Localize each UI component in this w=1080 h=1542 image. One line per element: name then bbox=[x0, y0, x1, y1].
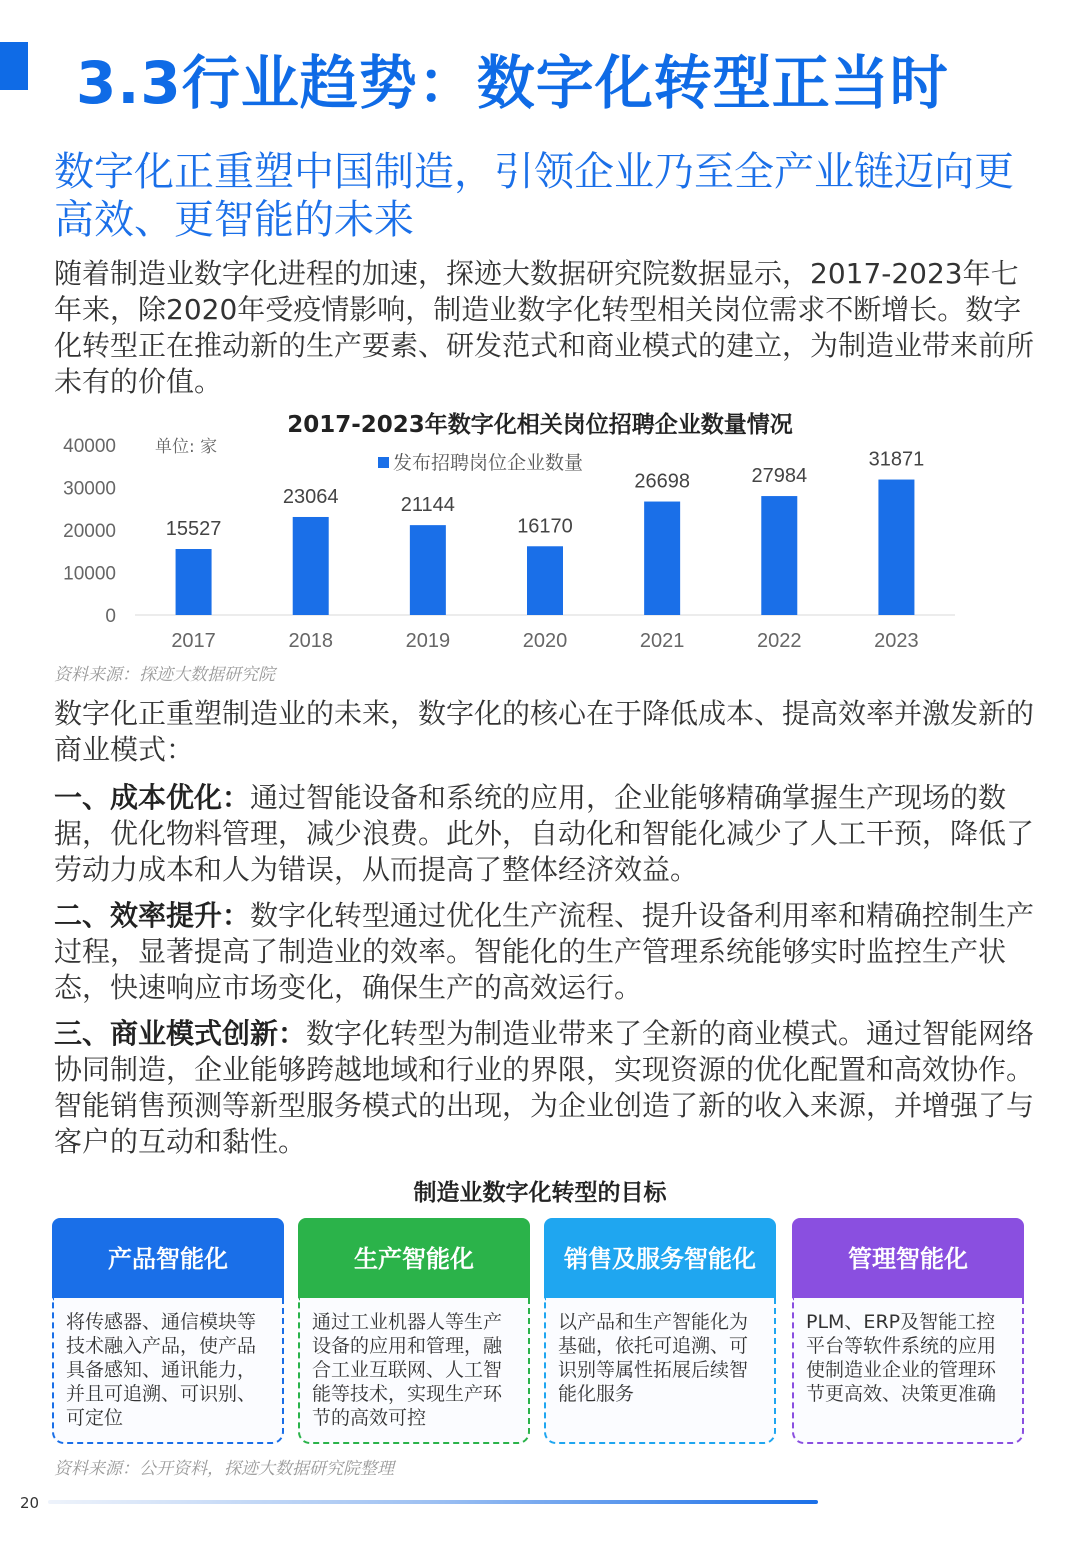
x-tick-label: 2018 bbox=[288, 630, 333, 652]
card-text: 将传感器、通信模块等技术融入产品，使产品具备感知、通讯能力，并且可追溯、可识别、可定位 bbox=[52, 1298, 284, 1444]
data-label: 31871 bbox=[868, 448, 925, 471]
data-label: 23064 bbox=[282, 485, 339, 508]
bar bbox=[293, 517, 329, 615]
y-tick-label: 0 bbox=[105, 606, 116, 627]
bar bbox=[644, 502, 680, 615]
chart-svg bbox=[40, 400, 1050, 685]
bar bbox=[527, 546, 563, 615]
legend-swatch bbox=[378, 457, 389, 468]
bar bbox=[761, 496, 797, 615]
card-title: 销售及服务智能化 bbox=[544, 1218, 776, 1300]
card-title: 生产智能化 bbox=[298, 1218, 530, 1300]
goal-card-production bbox=[298, 1218, 530, 1444]
x-tick-label: 2019 bbox=[405, 630, 451, 652]
body-lead: 数字化正重塑制造业的未来，数字化的核心在于降低成本、提高效率并激发新的商业模式： bbox=[54, 697, 1035, 766]
x-tick-label: 2023 bbox=[874, 630, 919, 652]
item-text: 数字化转型为制造业带来了全新的商业模式。通过智能网络协同制造，企业能够跨越地域和行业的界限，实现资源的优化配置和高效协作。智能销售预测等新型服务模式的出现，为企业创造了新的收入来源，并增强了与客户的互动和黏性。 bbox=[54, 1017, 1035, 1158]
data-label: 16170 bbox=[517, 515, 573, 538]
item-heading: 三、商业模式创新： bbox=[54, 1017, 307, 1050]
goal-card-sales-service bbox=[544, 1218, 776, 1444]
data-label: 27984 bbox=[751, 465, 808, 488]
card-title: 管理智能化 bbox=[792, 1218, 1024, 1300]
item-business-model bbox=[54, 1016, 1044, 1160]
footer-divider bbox=[48, 1500, 818, 1504]
x-tick-label: 2020 bbox=[522, 630, 568, 652]
goals-title: 制造业数字化转型的目标 bbox=[413, 1180, 667, 1206]
card-title: 产品智能化 bbox=[52, 1218, 284, 1300]
page-title: 3.3行业趋势：数字化转型正当时 bbox=[76, 49, 949, 117]
data-label: 21144 bbox=[400, 494, 455, 517]
chart-source: 资料来源：探迹大数据研究院 bbox=[54, 665, 275, 685]
bar bbox=[176, 549, 212, 615]
recruitment-chart bbox=[40, 400, 1050, 685]
goals-source: 资料来源：公开资料，探迹大数据研究院整理 bbox=[54, 1459, 394, 1479]
y-tick-label: 40000 bbox=[63, 436, 116, 457]
y-tick-label: 10000 bbox=[63, 563, 116, 585]
legend-label: 发布招聘岗位企业数量 bbox=[393, 452, 584, 474]
x-tick-label: 2017 bbox=[171, 630, 216, 652]
item-cost bbox=[54, 780, 1044, 888]
page-number: 20 bbox=[20, 1494, 40, 1512]
section-subtitle: 数字化正重塑中国制造，引领企业乃至全产业链迈向更高效、更智能的未来 bbox=[54, 149, 1014, 243]
item-efficiency bbox=[54, 898, 1044, 1006]
data-label: 15527 bbox=[165, 518, 222, 541]
data-label: 26698 bbox=[634, 470, 690, 493]
unit-label: 单位: 家 bbox=[155, 437, 218, 457]
item-heading: 一、成本优化： bbox=[54, 781, 251, 814]
item-text: 数字化转型通过优化生产流程、提升设备利用率和精确控制生产过程，显著提高了制造业的效率。智能化的生产管理系统能够实时监控生产状态，快速响应市场变化，确保生产的高效运行。 bbox=[54, 899, 1035, 1004]
card-text: 以产品和生产智能化为基础，依托可追溯、可识别等属性拓展后续智能化服务 bbox=[544, 1298, 776, 1444]
chart-title: 2017-2023年数字化相关岗位招聘企业数量情况 bbox=[287, 412, 793, 438]
bar bbox=[878, 480, 914, 615]
intro-paragraph: 随着制造业数字化进程的加速，探迹大数据研究院数据显示，2017-2023年七年来，除2020年受疫情影响，制造业数字化转型相关岗位需求不断增长。数字化转型正在推动新的生产要素、研发范式和商业模式的建立，为制造业带来前所未有的价值。 bbox=[54, 257, 1035, 398]
card-text: 通过工业机器人等生产设备的应用和管理，融合工业互联网、人工智能等技术，实现生产环节的高效可控 bbox=[298, 1298, 530, 1444]
goal-card-management bbox=[792, 1218, 1024, 1444]
bar bbox=[410, 525, 446, 615]
item-heading: 二、效率提升： bbox=[54, 899, 251, 932]
y-tick-label: 20000 bbox=[63, 521, 116, 542]
item-text: 通过智能设备和系统的应用，企业能够精确掌握生产现场的数据，优化物料管理，减少浪费。此外，自动化和智能化减少了人工干预，降低了劳动力成本和人为错误，从而提高了整体经济效益。 bbox=[54, 781, 1035, 886]
x-tick-label: 2022 bbox=[757, 630, 802, 652]
x-tick-label: 2021 bbox=[639, 630, 685, 652]
card-text: PLM、ERP及智能工控平台等软件系统的应用使制造业企业的管理环节更高效、决策更准确 bbox=[792, 1298, 1024, 1444]
title-accent-bar bbox=[0, 42, 28, 90]
goal-card-product bbox=[52, 1218, 284, 1444]
y-tick-label: 30000 bbox=[63, 478, 116, 500]
